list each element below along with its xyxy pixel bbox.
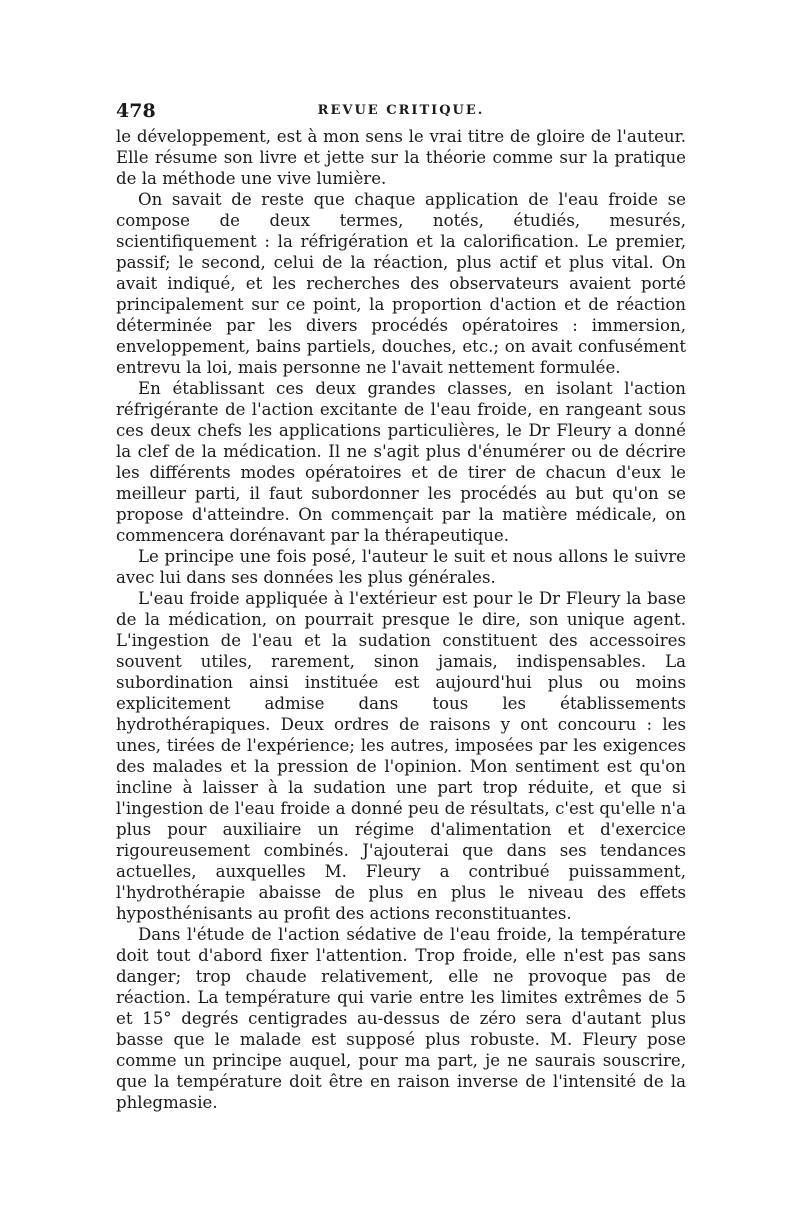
book-page bbox=[116, 96, 686, 1113]
page-header bbox=[116, 96, 686, 126]
body-text bbox=[116, 126, 686, 1113]
paragraph: On savait de reste que chaque application de l'eau froide se compose de deux termes, notés, étudiés, mesurés, scientifiquement : la réfrigération et la calorification. Le premier, passif; le second, celui de la réaction, plus actif et plus vital. On avait indiqué, et les recherches des observateurs avaient porté principalement sur ce point, la proportion d'action et de réaction déterminée par les divers procédés opératoires : immersion, enveloppement, bains partiels, douches, etc.; on avait confusément entrevu la loi, mais personne ne l'avait nettement formulée. bbox=[116, 190, 686, 377]
page-number: 478 bbox=[116, 100, 156, 122]
paragraph: le développement, est à mon sens le vrai titre de gloire de l'auteur. Elle résume son livre et jette sur la théorie comme sur la pratique de la méthode une vive lumière. bbox=[116, 127, 686, 188]
paragraph: Le principe une fois posé, l'auteur le suit et nous allons le suivre avec lui dans ses données les plus générales. bbox=[116, 547, 686, 587]
paragraph: Dans l'étude de l'action sédative de l'eau froide, la température doit tout d'abord fixer l'attention. Trop froide, elle n'est pas sans danger; trop chaude relativement, elle ne provoque pas de réaction. La température qui varie entre les limites extrêmes de 5 et 15° degrés centigrades au-dessus de zéro sera d'autant plus basse que le malade est supposé plus robuste. M. Fleury pose comme un principe auquel, pour ma part, je ne saurais souscrire, que la température doit être en raison inverse de l'intensité de la phlegmasie. bbox=[116, 925, 686, 1112]
running-head: REVUE CRITIQUE. bbox=[317, 103, 485, 118]
paragraph: En établissant ces deux grandes classes, en isolant l'action réfrigérante de l'action excitante de l'eau froide, en rangeant sous ces deux chefs les applications particulières, le Dr Fleury a donné la clef de la médication. Il ne s'agit plus d'énumérer ou de décrire les différents modes opératoires et de tirer de chacun d'eux le meilleur parti, il faut subordonner les procédés au but qu'on se propose d'atteindre. On commençait par la matière médicale, on commencera dorénavant par la thérapeutique. bbox=[116, 379, 686, 545]
paragraph: L'eau froide appliquée à l'extérieur est pour le Dr Fleury la base de la médication, on pourrait presque le dire, son unique agent. L'ingestion de l'eau et la sudation constituent des accessoires souvent utiles, rarement, sinon jamais, indispensables. La subordination ainsi instituée est aujourd'hui plus ou moins explicitement admise dans tous les établissements hydrothérapiques. Deux ordres de raisons y ont concouru : les unes, tirées de l'expérience; les autres, imposées par les exigences des malades et la pression de l'opinion. Mon sentiment est qu'on incline à laisser à la sudation une part trop réduite, et que si l'ingestion de l'eau froide a donné peu de résultats, c'est qu'elle n'a plus pour auxiliaire un régime d'alimentation et d'exercice rigoureusement combinés. J'ajouterai que dans ses tendances actuelles, auxquelles M. Fleury a contribué puissamment, l'hydrothérapie abaisse de plus en plus le niveau des effets hyposthénisants au profit des actions reconstituantes. bbox=[116, 589, 686, 923]
